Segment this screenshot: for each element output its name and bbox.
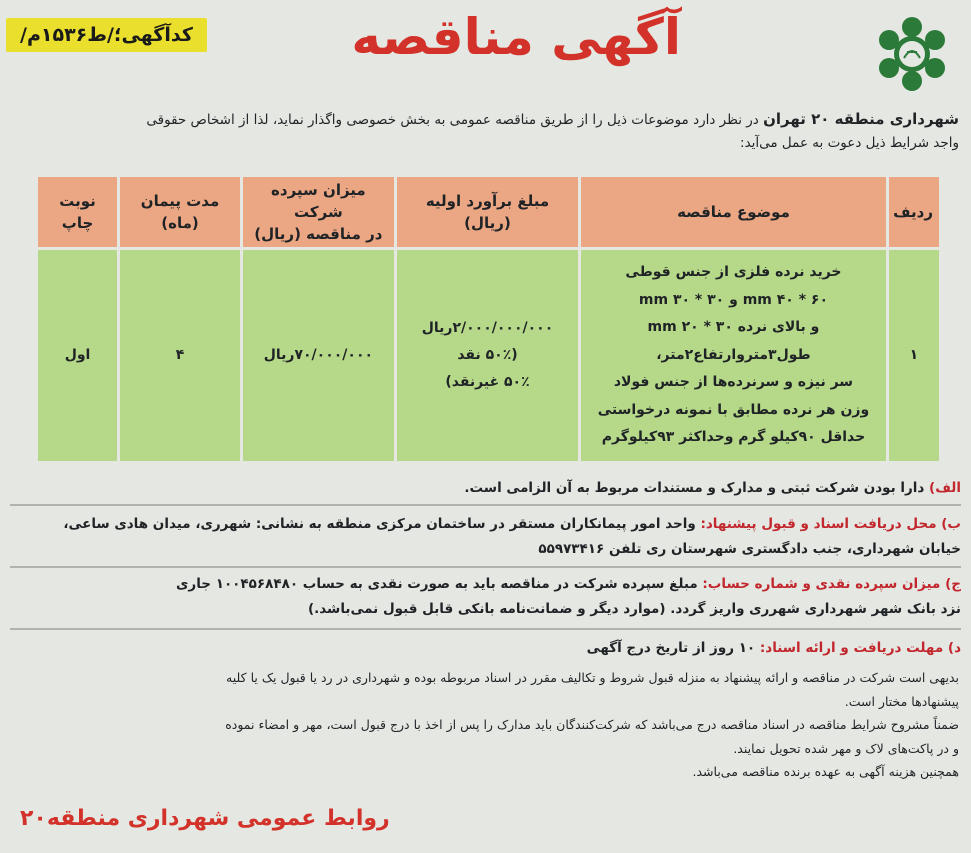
divider bbox=[10, 504, 961, 506]
condition-b: ب) محل دریافت اسناد و قبول پیشنهاد: واحد امور پیمانکاران مستقر در ساختمان مرکزی منطقه به نشانی: شهرری، میدان هادی ساعی، خیابان شهرداری، جنب دادگستری شهرستان ری تلفن ۵۵۹۷۳۴۱۶ bbox=[63, 516, 961, 557]
divider bbox=[10, 566, 961, 568]
ad-header bbox=[0, 0, 971, 104]
cell-print: اول bbox=[37, 249, 119, 463]
intro-line1: در نظر دارد موضوعات ذیل را از طریق مناقصه عمومی به بخش خصوصی واگذار نماید، لذا از اشخاص حقوقی bbox=[146, 112, 764, 128]
tehran-municipality-logo-icon bbox=[867, 14, 957, 94]
divider bbox=[10, 628, 961, 630]
col-header-print: نوبت چاپ bbox=[37, 176, 119, 249]
footer-notes: بدیهی است شرکت در مناقصه و ارائه پیشنهاد به منزله قبول شروط و تکالیف مقرر در اسناد مربوطه بوده و شهرداری در رد یا قبول یک یا کلیه پیشنهادها مختار است. ضمناً مشروح شرایط مناقصه در اسناد مناقصه درج می‌باشد که شرکت‌کنندگان باید مدارک را پس از اخذ با درج قبول است، مهر و امضاء نموده و در پاکت‌های لاک و مهر شده تحویل نمایند. همچنین هزینه آگهی به عهده برنده مناقصه می‌باشد. bbox=[225, 670, 959, 779]
intro-org: شهرداری منطقه ۲۰ تهران bbox=[763, 110, 959, 128]
cell-deposit: ۷۰/۰۰۰/۰۰۰ریال bbox=[242, 249, 396, 463]
cell-duration: ۴ bbox=[119, 249, 242, 463]
cell-subject: خرید نرده فلزی از جنس قوطی ۶۰ * ۴۰ mm و ۳۰ * ۳۰ mm و بالای نرده ۳۰ * ۲۰ mm طول۳متروارتفاع۲متر، سر نیزه و سرنرده‌ها از جنس فولاد وزن هر نرده مطابق با نمونه درخواستی حداقل ۹۰کیلو گرم وحداکثر ۹۳کیلوگرم bbox=[580, 249, 887, 463]
table-header-row bbox=[37, 176, 941, 249]
signature: روابط عمومی شهرداری منطقه۲۰ bbox=[20, 806, 390, 831]
table-row bbox=[37, 249, 941, 463]
intro-line2: واجد شرایط ذیل دعوت به عمل می‌آید: bbox=[740, 135, 959, 151]
condition-c: ج) میزان سپرده نقدی و شماره حساب: مبلغ سپرده شرکت در مناقصه باید به صورت نقدی به حساب ۱۰۰۴۵۶۸۴۸۰ جاری نزد بانک شهر شهرداری شهرری واریز گردد. (موارد دیگر و ضمانت‌نامه بانکی قابل قبول نمی‌باشد.) bbox=[176, 576, 961, 617]
condition-d: د) مهلت دریافت و ارائه اسناد: ۱۰ روز از تاریخ درج آگهی bbox=[586, 640, 961, 656]
col-header-row: ردیف bbox=[887, 176, 940, 249]
col-header-subject: موضوع مناقصه bbox=[580, 176, 887, 249]
tender-table bbox=[35, 174, 942, 464]
col-header-duration: مدت پیمان (ماه) bbox=[119, 176, 242, 249]
col-header-estimate: مبلغ برآورد اولیه (ریال) bbox=[395, 176, 579, 249]
ad-title: آگهی مناقصه bbox=[351, 8, 681, 66]
intro-text bbox=[12, 108, 959, 155]
cell-row-number: ۱ bbox=[887, 249, 940, 463]
cell-estimate: ۲/۰۰۰/۰۰۰/۰۰۰ریال (۵۰٪ نقد ۵۰٪ غیرنقد) bbox=[395, 249, 579, 463]
ad-code-badge: کدآگهی؛/ط۱۵۳۶م/ bbox=[6, 18, 207, 52]
condition-a: الف) دارا بودن شرکت ثبتی و مدارک و مستندات مربوط به آن الزامی است. bbox=[464, 480, 961, 496]
col-header-deposit: میزان سپرده شرکت در مناقصه (ریال) bbox=[242, 176, 396, 249]
